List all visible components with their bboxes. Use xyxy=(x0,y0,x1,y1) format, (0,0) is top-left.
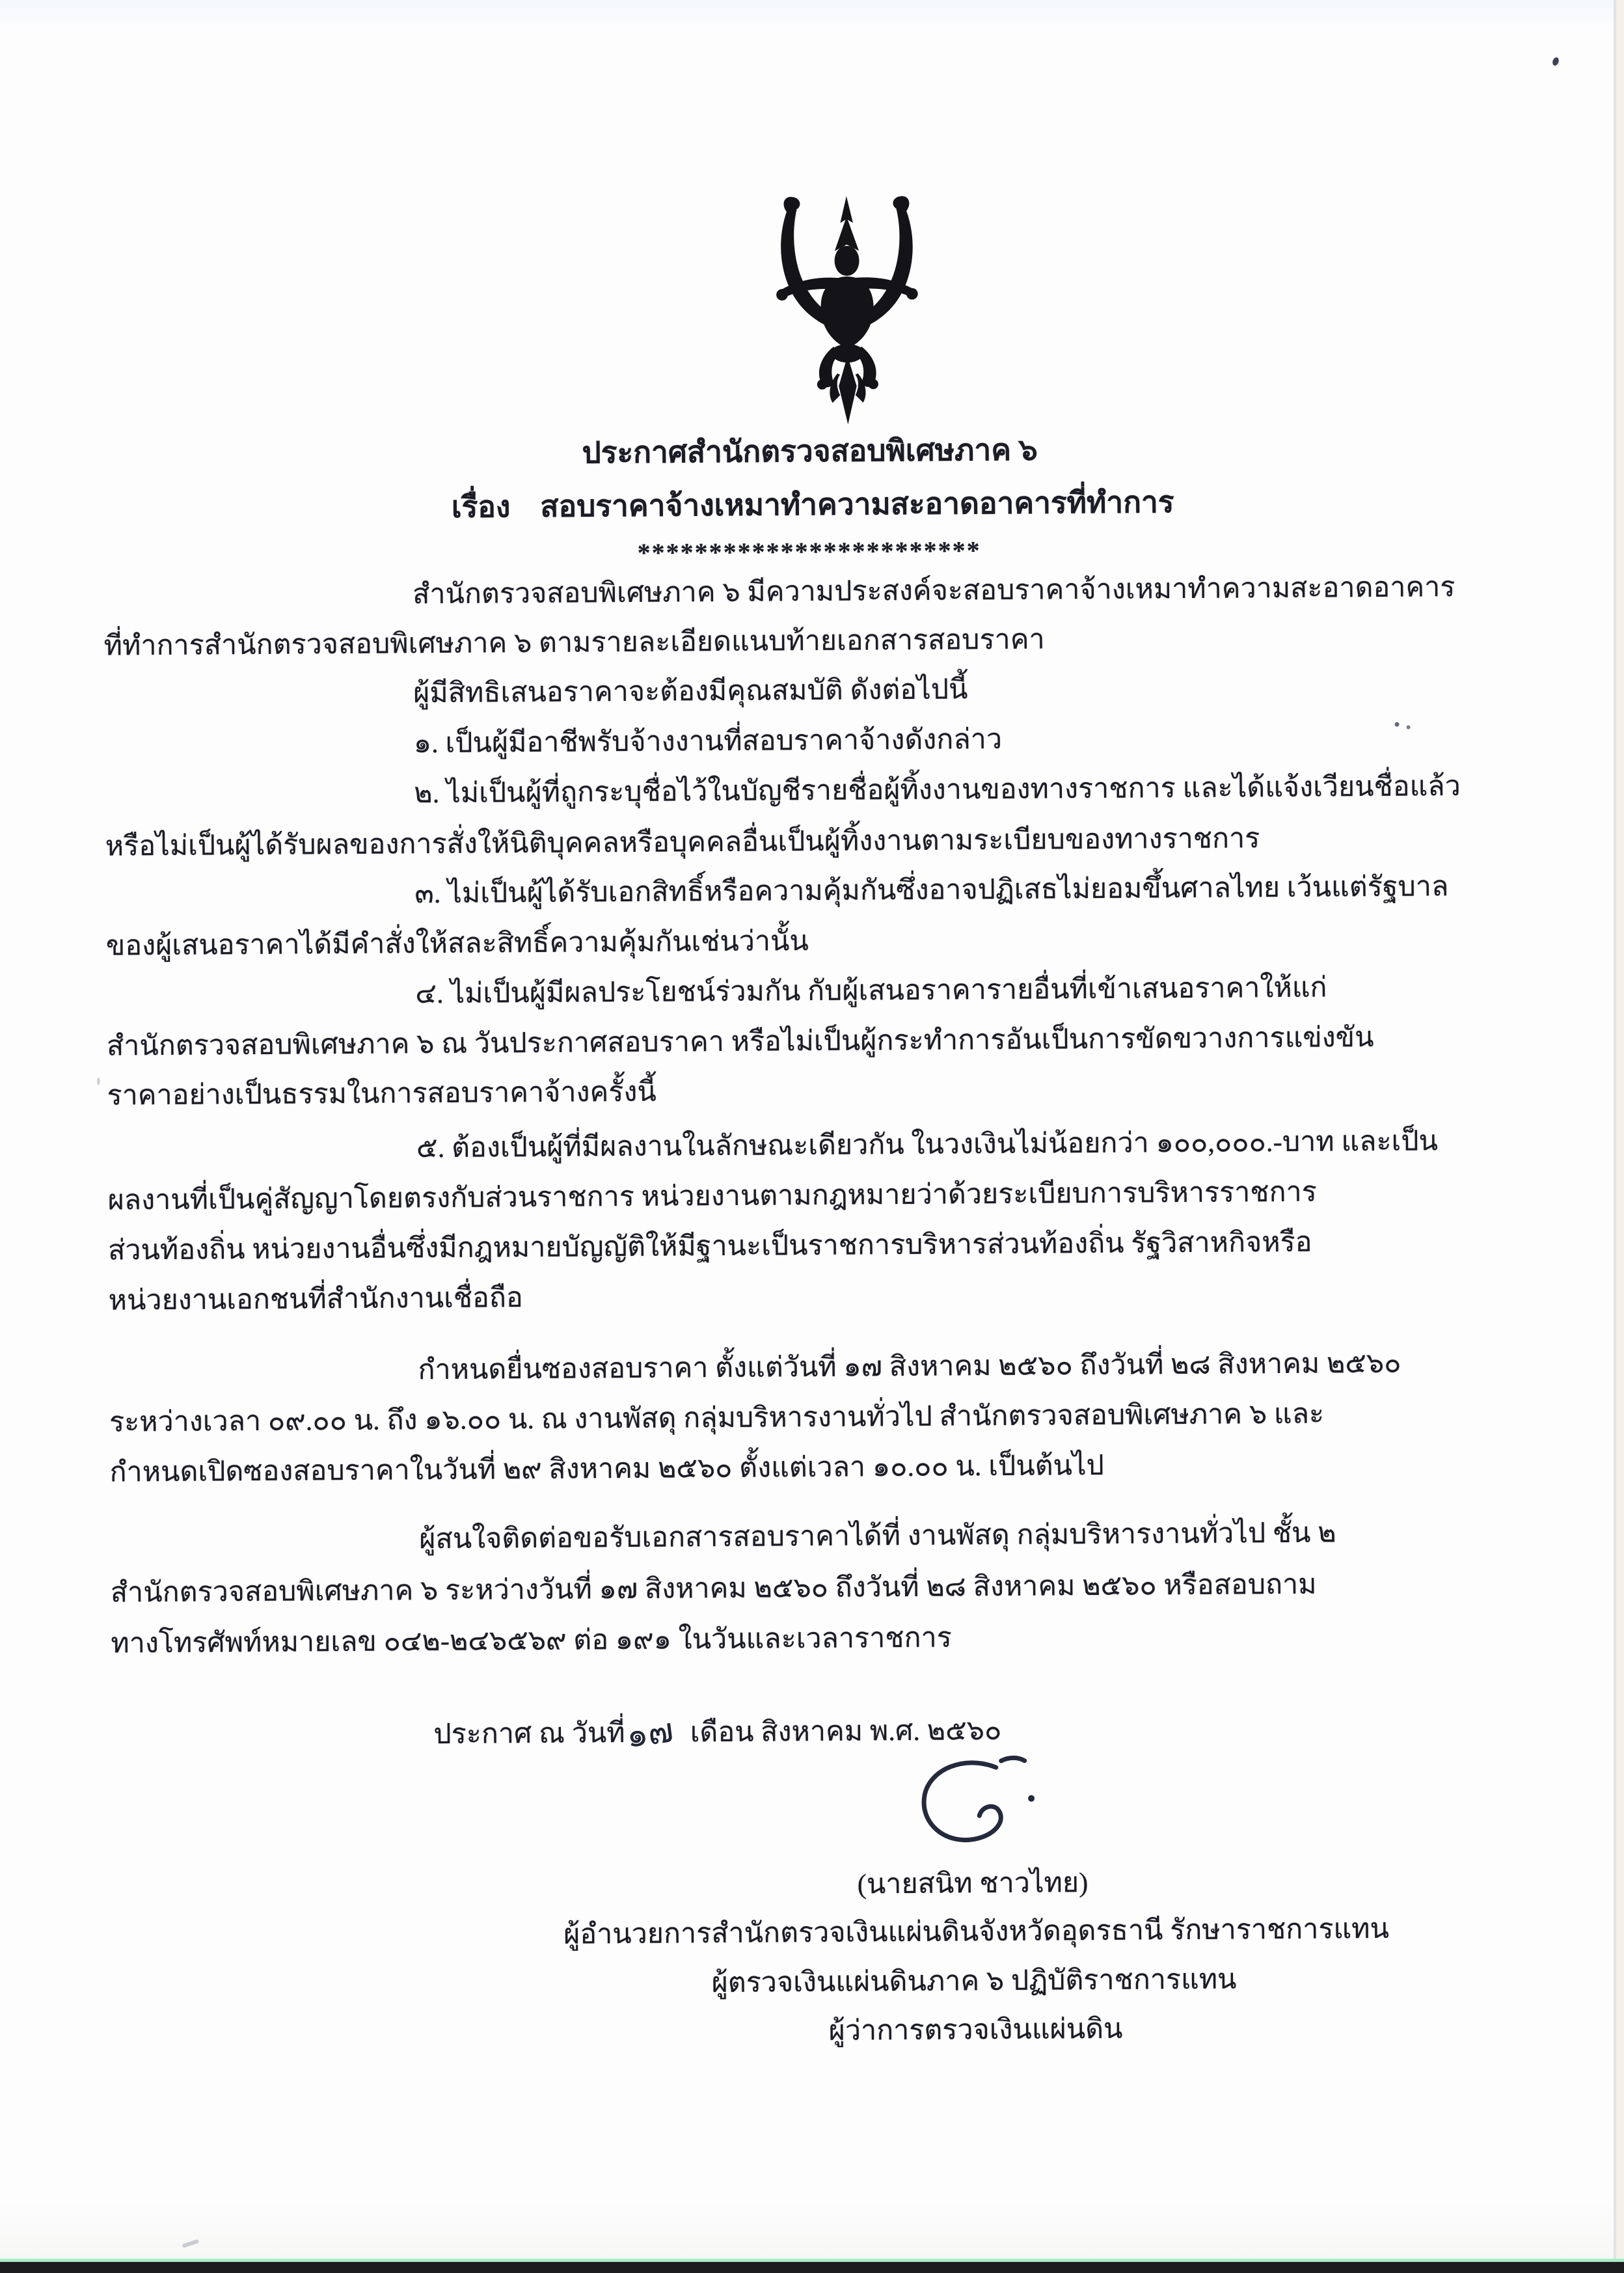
subject-text: สอบราคาจ้างเหมาทำความสะอาดอาคารที่ทำการ xyxy=(540,485,1174,523)
issuance-prefix: ประกาศ ณ วันที่ xyxy=(433,1718,625,1750)
body-line-contact: ผู้สนใจติดต่อขอรับเอกสารสอบราคาได้ที่ งานพัสดุ กลุ่มบริหารงานทั่วไป ชั้น ๒ xyxy=(419,1518,1336,1555)
body-line: ระหว่างเวลา ๐๙.๐๐ น. ถึง ๑๖.๐๐ น. ณ งานพัสดุ กลุ่มบริหารงานทั่วไป สำนักตรวจสอบพิเศษภาค ๖ และ xyxy=(109,1398,1325,1438)
body-line: หน่วยงานเอกชนที่สำนักงานเชื่อถือ xyxy=(108,1283,523,1316)
signer-name: (นายสนิท ชาวไทย) xyxy=(857,1868,1089,1900)
body-line: ผู้มีสิทธิเสนอราคาจะต้องมีคุณสมบัติ ดังต่อไปนี้ xyxy=(413,674,968,709)
body-line: ส่วนท้องถิ่น หน่วยงานอื่นซึ่งมีกฎหมายบัญญัติให้มีฐานะเป็นราชการบริหารส่วนท้องถิ่น รัฐวิสาหกิจหรือ xyxy=(108,1227,1312,1266)
scan-bottom-dark-band xyxy=(0,2262,1624,2273)
body-line: ผลงานที่เป็นคู่สัญญาโดยตรงกับส่วนราชการ หน่วยงานตามกฎหมายว่าด้วยระเบียบการบริหารราชการ xyxy=(107,1177,1317,1216)
scan-speck xyxy=(182,2239,200,2248)
body-line: สำนักตรวจสอบพิเศษภาค ๖ ณ วันประกาศสอบราคา หรือไม่เป็นผู้กระทำการอันเป็นการขัดขวางการแข่งขัน xyxy=(106,1022,1374,1062)
body-line-opening-schedule: กำหนดเปิดซองสอบราคาในวันที่ ๒๙ สิงหาคม ๒๕๖๐ ตั้งแต่เวลา ๑๐.๐๐ น. เป็นต้นไป xyxy=(109,1450,1105,1488)
scan-speck xyxy=(97,1078,100,1085)
scan-speck xyxy=(1552,57,1560,66)
body-line-item-1: ๑. เป็นผู้มีอาชีพรับจ้างงานที่สอบราคาจ้างดังกล่าว xyxy=(413,724,1003,759)
body-line-phone: ทางโทรศัพท์หมายเลข ๐๔๒-๒๔๖๕๖๙ ต่อ ๑๙๑ ในวันและเวลาราชการ xyxy=(111,1622,952,1659)
issuance-date-line xyxy=(433,1709,1002,1756)
signer-position-3: ผู้ว่าการตรวจเงินแผ่นดิน xyxy=(828,2013,1123,2047)
body-line: ราคาอย่างเป็นธรรมในการสอบราคาจ้างครั้งนี้ xyxy=(107,1076,656,1111)
body-line-item-5: ๕. ต้องเป็นผู้ที่มีผลงานในลักษณะเดียวกัน ในวงเงินไม่น้อยกว่า ๑๐๐,๐๐๐.-บาท และเป็น xyxy=(416,1126,1439,1164)
scan-right-margin xyxy=(1616,0,1624,2273)
scan-speck xyxy=(1407,726,1411,729)
asterisk-divider: ************************ xyxy=(637,536,981,567)
body-line: ที่ทำการสำนักตรวจสอบพิเศษภาค ๖ ตามรายละเอียดแนบท้ายเอกสารสอบราคา xyxy=(103,624,1045,662)
handwritten-signature xyxy=(897,1752,1048,1864)
scan-speck xyxy=(1395,722,1400,727)
body-line: หรือไม่เป็นผู้ได้รับผลของการสั่งให้นิติบุคคลหรือบุคคลอื่นเป็นผู้ทิ้งงานตามระเบียบของทางราชการ xyxy=(105,823,1260,862)
body-line-item-3: ๓. ไม่เป็นผู้ได้รับเอกสิทธิ์หรือความคุ้มกันซึ่งอาจปฏิเสธไม่ยอมขึ้นศาลไทย เว้นแต่รัฐบาล xyxy=(414,871,1449,910)
scan-right-edge-line xyxy=(1614,0,1616,2273)
body-line: ของผู้เสนอราคาได้มีคำสั่งให้สละสิทธิ์ความคุ้มกันเช่นว่านั้น xyxy=(105,926,809,962)
body-line: สำนักตรวจสอบพิเศษภาค ๖ ระหว่างวันที่ ๑๗ สิงหาคม ๒๕๖๐ ถึงวันที่ ๒๘ สิงหาคม ๒๕๖๐ หรือสอบถาม xyxy=(110,1569,1317,1609)
body-line-submission-schedule: กำหนดยื่นซองสอบราคา ตั้งแต่วันที่ ๑๗ สิงหาคม ๒๕๖๐ ถึงวันที่ ๒๘ สิงหาคม ๒๕๖๐ xyxy=(418,1348,1401,1386)
document-title: ประกาศสำนักตรวจสอบพิเศษภาค ๖ xyxy=(582,433,1038,470)
signer-position-1: ผู้อำนวยการสำนักตรวจเงินแผ่นดินจังหวัดอุดรธานี รักษาราชการแทน xyxy=(563,1913,1390,1950)
document-subject-line xyxy=(452,483,1174,527)
garuda-emblem xyxy=(719,191,976,442)
body-line-item-4: ๔. ไม่เป็นผู้มีผลประโยชน์ร่วมกัน กับผู้เสนอราคารายอื่นที่เข้าเสนอราคาให้แก่ xyxy=(415,972,1327,1010)
issuance-suffix: เดือน สิงหาคม พ.ศ. ๒๕๖๐ xyxy=(690,1715,1002,1749)
body-line: สำนักตรวจสอบพิเศษภาค ๖ มีความประสงค์จะสอบราคาจ้างเหมาทำความสะอาดอาคาร xyxy=(412,572,1455,610)
body-line-item-2: ๒. ไม่เป็นผู้ที่ถูกระบุชื่อไว้ในบัญชีรายชื่อผู้ทิ้งงานของทางราชการ และได้แจ้งเวียนชื่อแล้ว xyxy=(414,771,1461,810)
subject-label: เรื่อง xyxy=(451,490,511,524)
signer-position-2: ผู้ตรวจเงินแผ่นดินภาค ๖ ปฏิบัติราชการแทน xyxy=(711,1964,1237,1999)
handwritten-day: ๑๗ xyxy=(624,1712,676,1756)
